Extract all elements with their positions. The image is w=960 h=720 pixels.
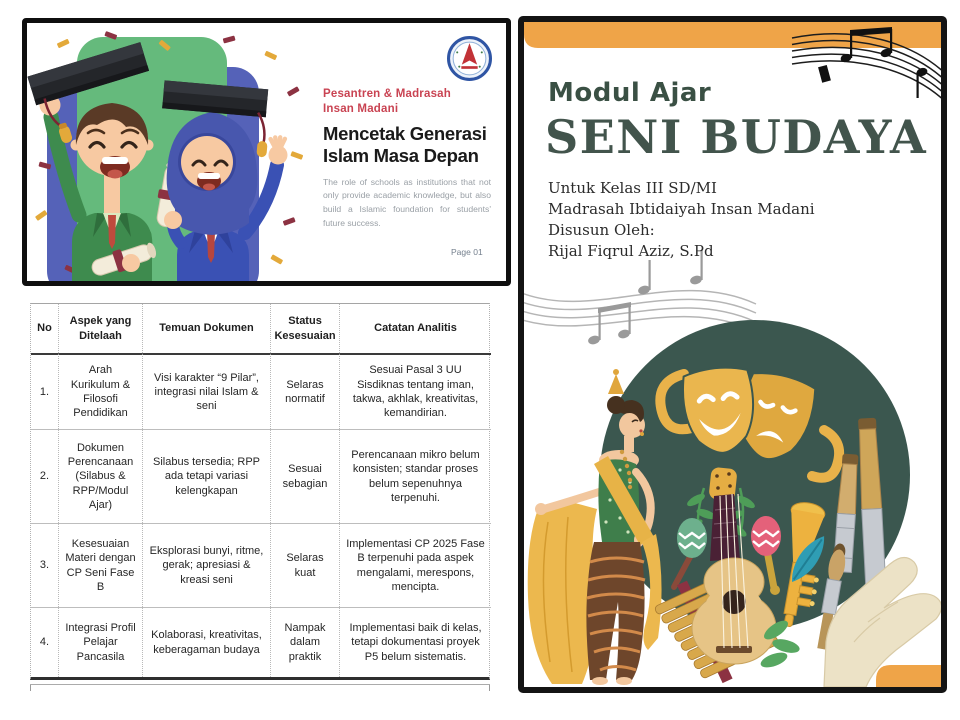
cover-line-school: Madrasah Ibtidaiyah Insan Madani — [548, 200, 815, 218]
music-noteheads-gray — [587, 250, 703, 346]
table-cell: Kolaborasi, kreativitas, keberagaman budaya — [142, 607, 270, 677]
table-header-cell: Catatan Analitis — [339, 304, 491, 353]
bottom-orange-bar — [876, 665, 941, 687]
truncated-row-line — [30, 684, 490, 685]
eyebrow-line-2: Insan Madani — [323, 102, 399, 115]
table-cell: Visi karakter “9 Pilar”, integrasi nilai Islam & seni — [142, 353, 270, 429]
table-cell: Integrasi Profil Pelajar Pancasila — [58, 607, 142, 677]
table-cell: Implementasi baik di kelas, tetapi dokumentasi proyek P5 belum sistematis. — [339, 607, 491, 677]
slide-eyebrow — [323, 87, 495, 117]
table-cell: 2. — [31, 429, 58, 523]
cover-line-grade: Untuk Kelas III SD/MI — [548, 179, 717, 197]
table-cell: Kesesuaian Materi dengan CP Seni Fase B — [58, 523, 142, 607]
girl-graduate-hijab — [164, 112, 288, 281]
table-cell: 4. — [31, 607, 58, 677]
book-cover-panel — [518, 16, 947, 693]
eyebrow-line-1: Pesantren & Madrasah — [323, 88, 451, 100]
school-logo-icon — [447, 36, 492, 81]
document-review-table — [30, 303, 490, 680]
slide-title — [323, 123, 495, 167]
slide-body-text: The role of schools as institutions that not only provide academic knowledge, but also build a Islamic foundation for students' future success. — [323, 176, 491, 228]
title-line-1: Mencetak Generasi — [323, 122, 487, 144]
table-cell: Nampak dalam praktik — [270, 607, 339, 677]
title-line-2: Islam Masa Depan — [323, 144, 479, 166]
table-header-cell: Temuan Dokumen — [142, 304, 270, 353]
presentation-slide-panel — [22, 18, 511, 286]
table-cell: Arah Kurikulum & Filosofi Pendidikan — [58, 353, 142, 429]
cover-kicker: Modul Ajar — [548, 78, 712, 108]
table-cell: Eksplorasi bunyi, ritme, gerak; apresiasi & kreasi seni — [142, 523, 270, 607]
page-number-label: Page 01 — [451, 247, 483, 257]
table-header-cell: Aspek yang Ditelaah — [58, 304, 142, 353]
table-cell: Selaras normatif — [270, 353, 339, 429]
table-cell: 1. — [31, 353, 58, 429]
table-cell: Sesuai Pasal 3 UU Sisdiknas tentang iman, takwa, akhlak, kreativitas, kemandirian. — [339, 353, 491, 429]
table-cell: Perencanaan mikro belum konsisten; standar proses belum sepenuhnya terpenuhi. — [339, 429, 491, 523]
table-header-cell: Status Kesesuaian — [270, 304, 339, 353]
cover-line-author-label: Disusun Oleh: — [548, 221, 655, 239]
table-header-cell: No — [37, 322, 52, 335]
top-orange-bar — [524, 22, 941, 48]
table-cell: Selaras kuat — [270, 523, 339, 607]
cover-title: SENI BUDAYA — [545, 110, 928, 164]
cover-line-author: Rijal Fiqrul Aziz, S.Pd — [548, 242, 714, 260]
table-cell: 3. — [31, 523, 58, 607]
javanese-dancer — [528, 369, 662, 685]
table-cell: Implementasi CP 2025 Fase B terpenuhi pada aspek mengalami, merespons, mencipta. — [339, 523, 491, 607]
slide-text-block — [323, 87, 495, 231]
table-cell: Silabus tersedia; RPP ada tetapi variasi kelengkapan — [142, 429, 270, 523]
cover-details — [548, 178, 815, 262]
table-cell: Sesuai sebagian — [270, 429, 339, 523]
table-cell: Dokumen Perencanaan (Silabus & RPP/Modul Ajar) — [58, 429, 142, 523]
